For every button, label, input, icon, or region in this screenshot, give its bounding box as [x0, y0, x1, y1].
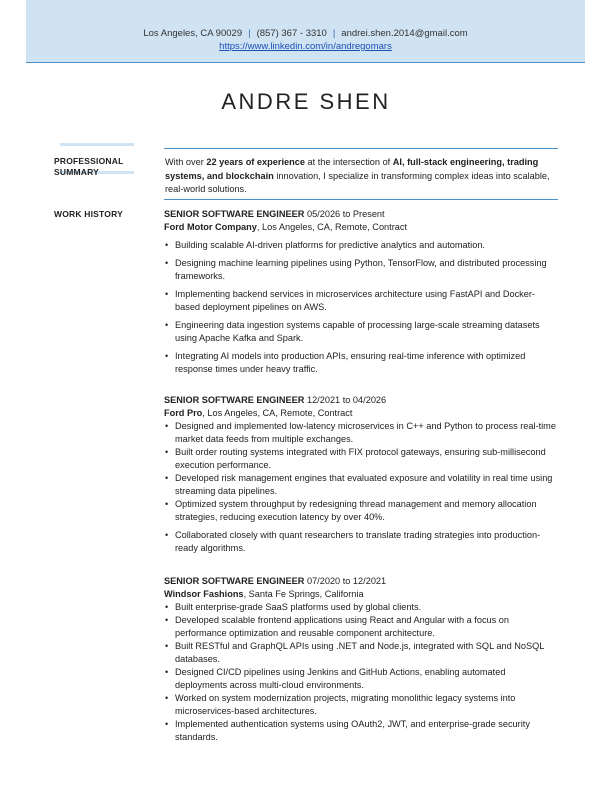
- job-company-line: [164, 407, 558, 420]
- accent-bar: [60, 143, 134, 146]
- summary-heading: [54, 156, 123, 178]
- divider: [164, 199, 558, 200]
- summary-emphasis: AI, full-stack engineering, trading systems, and blockchain: [165, 157, 539, 181]
- job-title-line: [164, 394, 558, 407]
- list-item: • Built order routing systems integrated with FIX protocol gateways, ensuring sub-millisecond execution performance.: [164, 446, 558, 472]
- job-entry: [164, 208, 558, 376]
- job-title: SENIOR SOFTWARE ENGINEER: [164, 209, 305, 219]
- separator: |: [332, 28, 336, 39]
- list-item: • Implementing backend services in microservices architecture using FastAPI and Docker-based deployment pipelines on AWS.: [164, 288, 558, 314]
- work-history-heading: WORK HISTORY: [54, 209, 123, 219]
- list-item: • Built enterprise-grade SaaS platforms used by global clients.: [164, 601, 558, 614]
- candidate-name: ANDRE SHEN: [221, 89, 391, 114]
- bullet-list: [164, 239, 558, 376]
- company-name: Ford Pro: [164, 408, 203, 418]
- list-item: • Worked on system modernization projects, migrating monolithic legacy systems into microservices-based architectures.: [164, 692, 558, 718]
- summary-text: [165, 156, 555, 197]
- job-title: SENIOR SOFTWARE ENGINEER: [164, 395, 305, 405]
- list-item: • Built RESTful and GraphQL APIs using .NET and Node.js, integrated with SQL and NoSQL databases.: [164, 640, 558, 666]
- list-item: • Designed CI/CD pipelines using Jenkins and GitHub Actions, enabling automated deployments across multi-cloud environments.: [164, 666, 558, 692]
- job-company-line: [164, 221, 558, 234]
- list-item: • Collaborated closely with quant researchers to translate trading strategies into production-ready algorithms.: [164, 529, 558, 555]
- summary-part: at the intersection of: [304, 157, 393, 167]
- linkedin-link[interactable]: https://www.linkedin.com/in/andregomars: [219, 41, 392, 52]
- location-text: Los Angeles, CA 90029: [143, 28, 243, 39]
- email-text[interactable]: andrei.shen.2014@gmail.com: [341, 28, 468, 39]
- list-item: • Integrating AI models into production APIs, ensuring real-time inference with optimized response times under heavy traffic.: [164, 350, 558, 376]
- bullet-list: [164, 601, 558, 744]
- divider: [164, 148, 558, 149]
- separator: |: [248, 28, 251, 39]
- list-item: • Building scalable AI-driven platforms for predictive analytics and automation.: [164, 239, 558, 252]
- job-location: , Los Angeles, CA, Remote, Contract: [256, 222, 408, 232]
- summary-part: innovation, I specialize in transforming complex ideas into scalable, real-world solutions.: [165, 170, 550, 194]
- list-item: • Designing machine learning pipelines using Python, TensorFlow, and distributed processing frameworks.: [164, 257, 558, 283]
- list-item: • Developed scalable frontend applications using React and Angular with a focus on performance optimization and reusable component architecture.: [164, 614, 558, 640]
- job-location: , Los Angeles, CA, Remote, Contract: [202, 408, 353, 418]
- list-item: • Implemented authentication systems using OAuth2, JWT, and enterprise-grade security standards.: [164, 718, 558, 744]
- contact-line: [26, 28, 585, 39]
- summary-part: With over: [165, 157, 207, 167]
- phone-text: (857) 367 - 3310: [256, 28, 327, 39]
- job-entry: [164, 394, 558, 555]
- contact-header: [26, 0, 585, 63]
- linkedin-line: [26, 41, 585, 52]
- summary-heading-line: PROFESSIONAL: [54, 156, 124, 166]
- job-title-line: [164, 208, 558, 221]
- list-item: • Optimized system throughput by redesigning thread management and memory allocation strategies, reducing execution latency by over 40%.: [164, 498, 558, 524]
- list-item: • Developed risk management engines that evaluated exposure and volatility in real time using streaming data pipelines.: [164, 472, 558, 498]
- job-dates: 05/2026 to Present: [306, 209, 385, 219]
- list-item: • Engineering data ingestion systems capable of processing large-scale streaming datasets using Apache Kafka and Spark.: [164, 319, 558, 345]
- summary-heading-line: SUMMARY: [54, 167, 99, 177]
- job-location: , Santa Fe Springs, California: [243, 589, 364, 599]
- list-item: • Designed and implemented low-latency microservices in C++ and Python to process real-time market data feeds from multiple exchanges.: [164, 420, 558, 446]
- job-entry: [164, 575, 558, 744]
- summary-emphasis: 22 years of experience: [206, 157, 305, 167]
- job-title: SENIOR SOFTWARE ENGINEER: [164, 576, 305, 586]
- bullet-list: [164, 420, 558, 555]
- job-dates: 07/2020 to 12/2021: [306, 576, 387, 586]
- company-name: Windsor Fashions: [164, 589, 244, 599]
- job-company-line: [164, 588, 558, 601]
- job-dates: 12/2021 to 04/2026: [306, 395, 387, 405]
- company-name: Ford Motor Company: [164, 222, 257, 232]
- job-title-line: [164, 575, 558, 588]
